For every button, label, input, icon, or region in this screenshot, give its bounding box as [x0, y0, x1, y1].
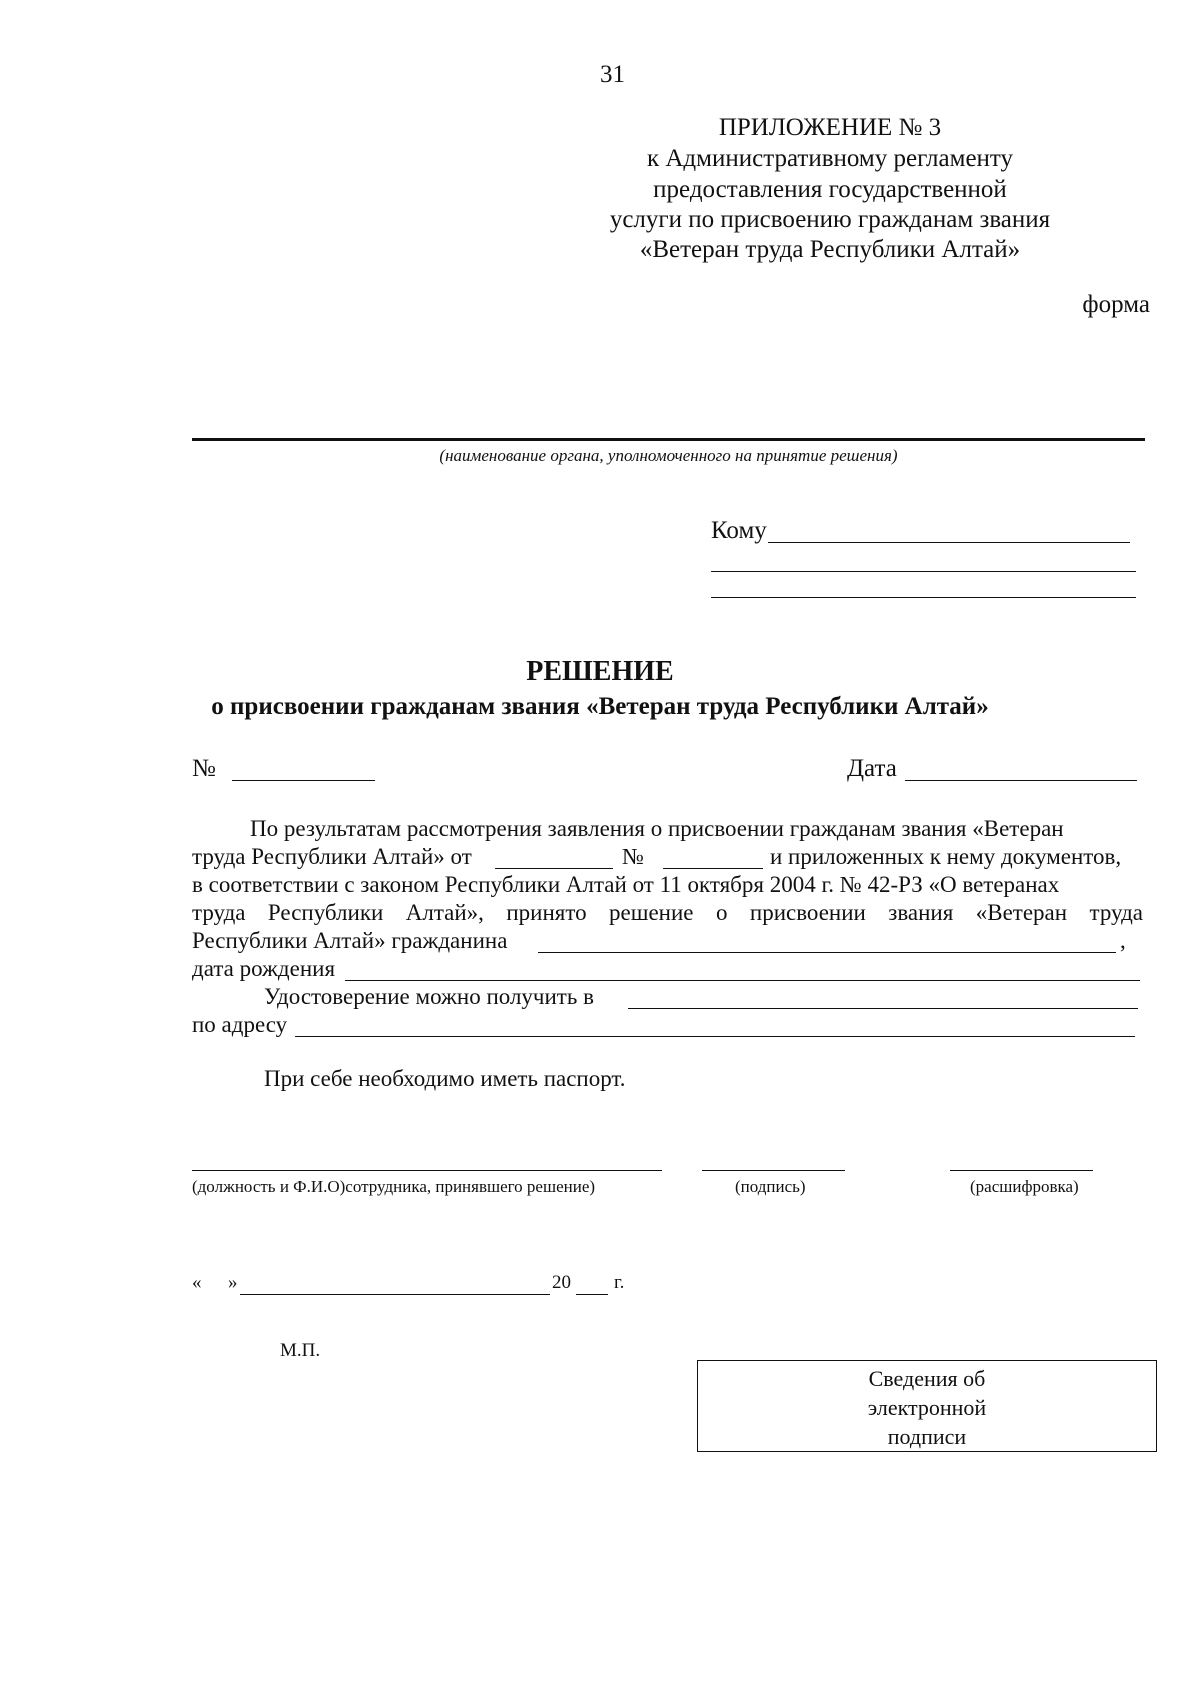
date-year-prefix: 20	[552, 1272, 571, 1293]
body-line-2b: №	[622, 844, 644, 869]
date-month-line	[240, 1294, 550, 1295]
e-signature-box	[697, 1360, 1157, 1452]
recipient-line-3	[711, 597, 1136, 598]
certificate-place-line	[628, 1008, 1138, 1009]
body-line-3: в соответствии с законом Республики Алтай от 11 октября 2004 г. № 42-РЗ «О ветеранах	[192, 872, 1060, 897]
body-line-8: по адресу	[192, 1012, 288, 1037]
application-date-line	[495, 868, 613, 869]
appendix-line-3: предоставления государственной	[653, 176, 1007, 203]
decoding-line	[950, 1170, 1093, 1171]
position-line	[192, 1170, 662, 1171]
document-subtitle: о присвоении гражданам звания «Ветеран труда Республики Алтай»	[211, 693, 989, 720]
date-year-line	[576, 1294, 608, 1295]
appendix-line-4: услуги по присвоению гражданам звания	[609, 206, 1051, 233]
authority-name-line	[192, 438, 1145, 441]
form-label: форма	[1082, 291, 1150, 318]
number-label: №	[192, 755, 216, 782]
number-line	[232, 780, 375, 781]
body-line-6: дата рождения	[192, 956, 336, 981]
body-line-7: Удостоверение можно получить в	[264, 984, 594, 1009]
body-line-2a: труда Республики Алтай» от	[192, 844, 472, 869]
date-close-quote: »	[228, 1272, 238, 1293]
e-signature-line-3: подписи	[887, 1424, 967, 1449]
signature-caption: (подпись)	[735, 1177, 806, 1196]
seal-label: М.П.	[280, 1340, 321, 1361]
appendix-line-1: ПРИЛОЖЕНИЕ № 3	[718, 114, 942, 141]
application-number-line	[663, 868, 763, 869]
authority-caption: (наименование органа, уполномоченного на принятие решения)	[439, 446, 898, 465]
signature-line	[702, 1170, 845, 1171]
page-number: 31	[600, 61, 625, 88]
body-line-5b: ,	[1120, 928, 1126, 953]
appendix-line-2: к Административному регламенту	[646, 145, 1014, 172]
body-line-2c: и приложенных к нему документов,	[770, 844, 1122, 869]
e-signature-line-1: Сведения об	[868, 1366, 986, 1391]
body-line-5a: Республики Алтай» гражданина	[192, 928, 508, 953]
date-label: Дата	[847, 755, 897, 782]
recipient-line-2	[711, 571, 1136, 572]
document-title: РЕШЕНИЕ	[526, 656, 674, 687]
position-caption: (должность и Ф.И.О)сотрудника, принявшего решение)	[192, 1177, 596, 1196]
date-year-suffix: г.	[614, 1272, 625, 1293]
address-line	[295, 1036, 1135, 1037]
citizen-name-line	[538, 952, 1116, 953]
body-line-4: труда Республики Алтай», принято решение о присвоении звания «Ветеран труда	[192, 900, 1143, 925]
recipient-label: Кому	[711, 517, 767, 544]
e-signature-line-2: электронной	[867, 1395, 987, 1420]
decoding-caption: (расшифровка)	[970, 1177, 1079, 1196]
appendix-line-5: «Ветеран труда Республики Алтай»	[639, 236, 1021, 263]
body-line-1: По результатам рассмотрения заявления о присвоении гражданам звания «Ветеран	[250, 816, 1064, 841]
passport-note: При себе необходимо иметь паспорт.	[264, 1066, 626, 1091]
date-line	[905, 780, 1137, 781]
recipient-line-1	[768, 542, 1130, 543]
date-open-quote: «	[192, 1272, 202, 1293]
birth-date-line	[345, 980, 1140, 981]
